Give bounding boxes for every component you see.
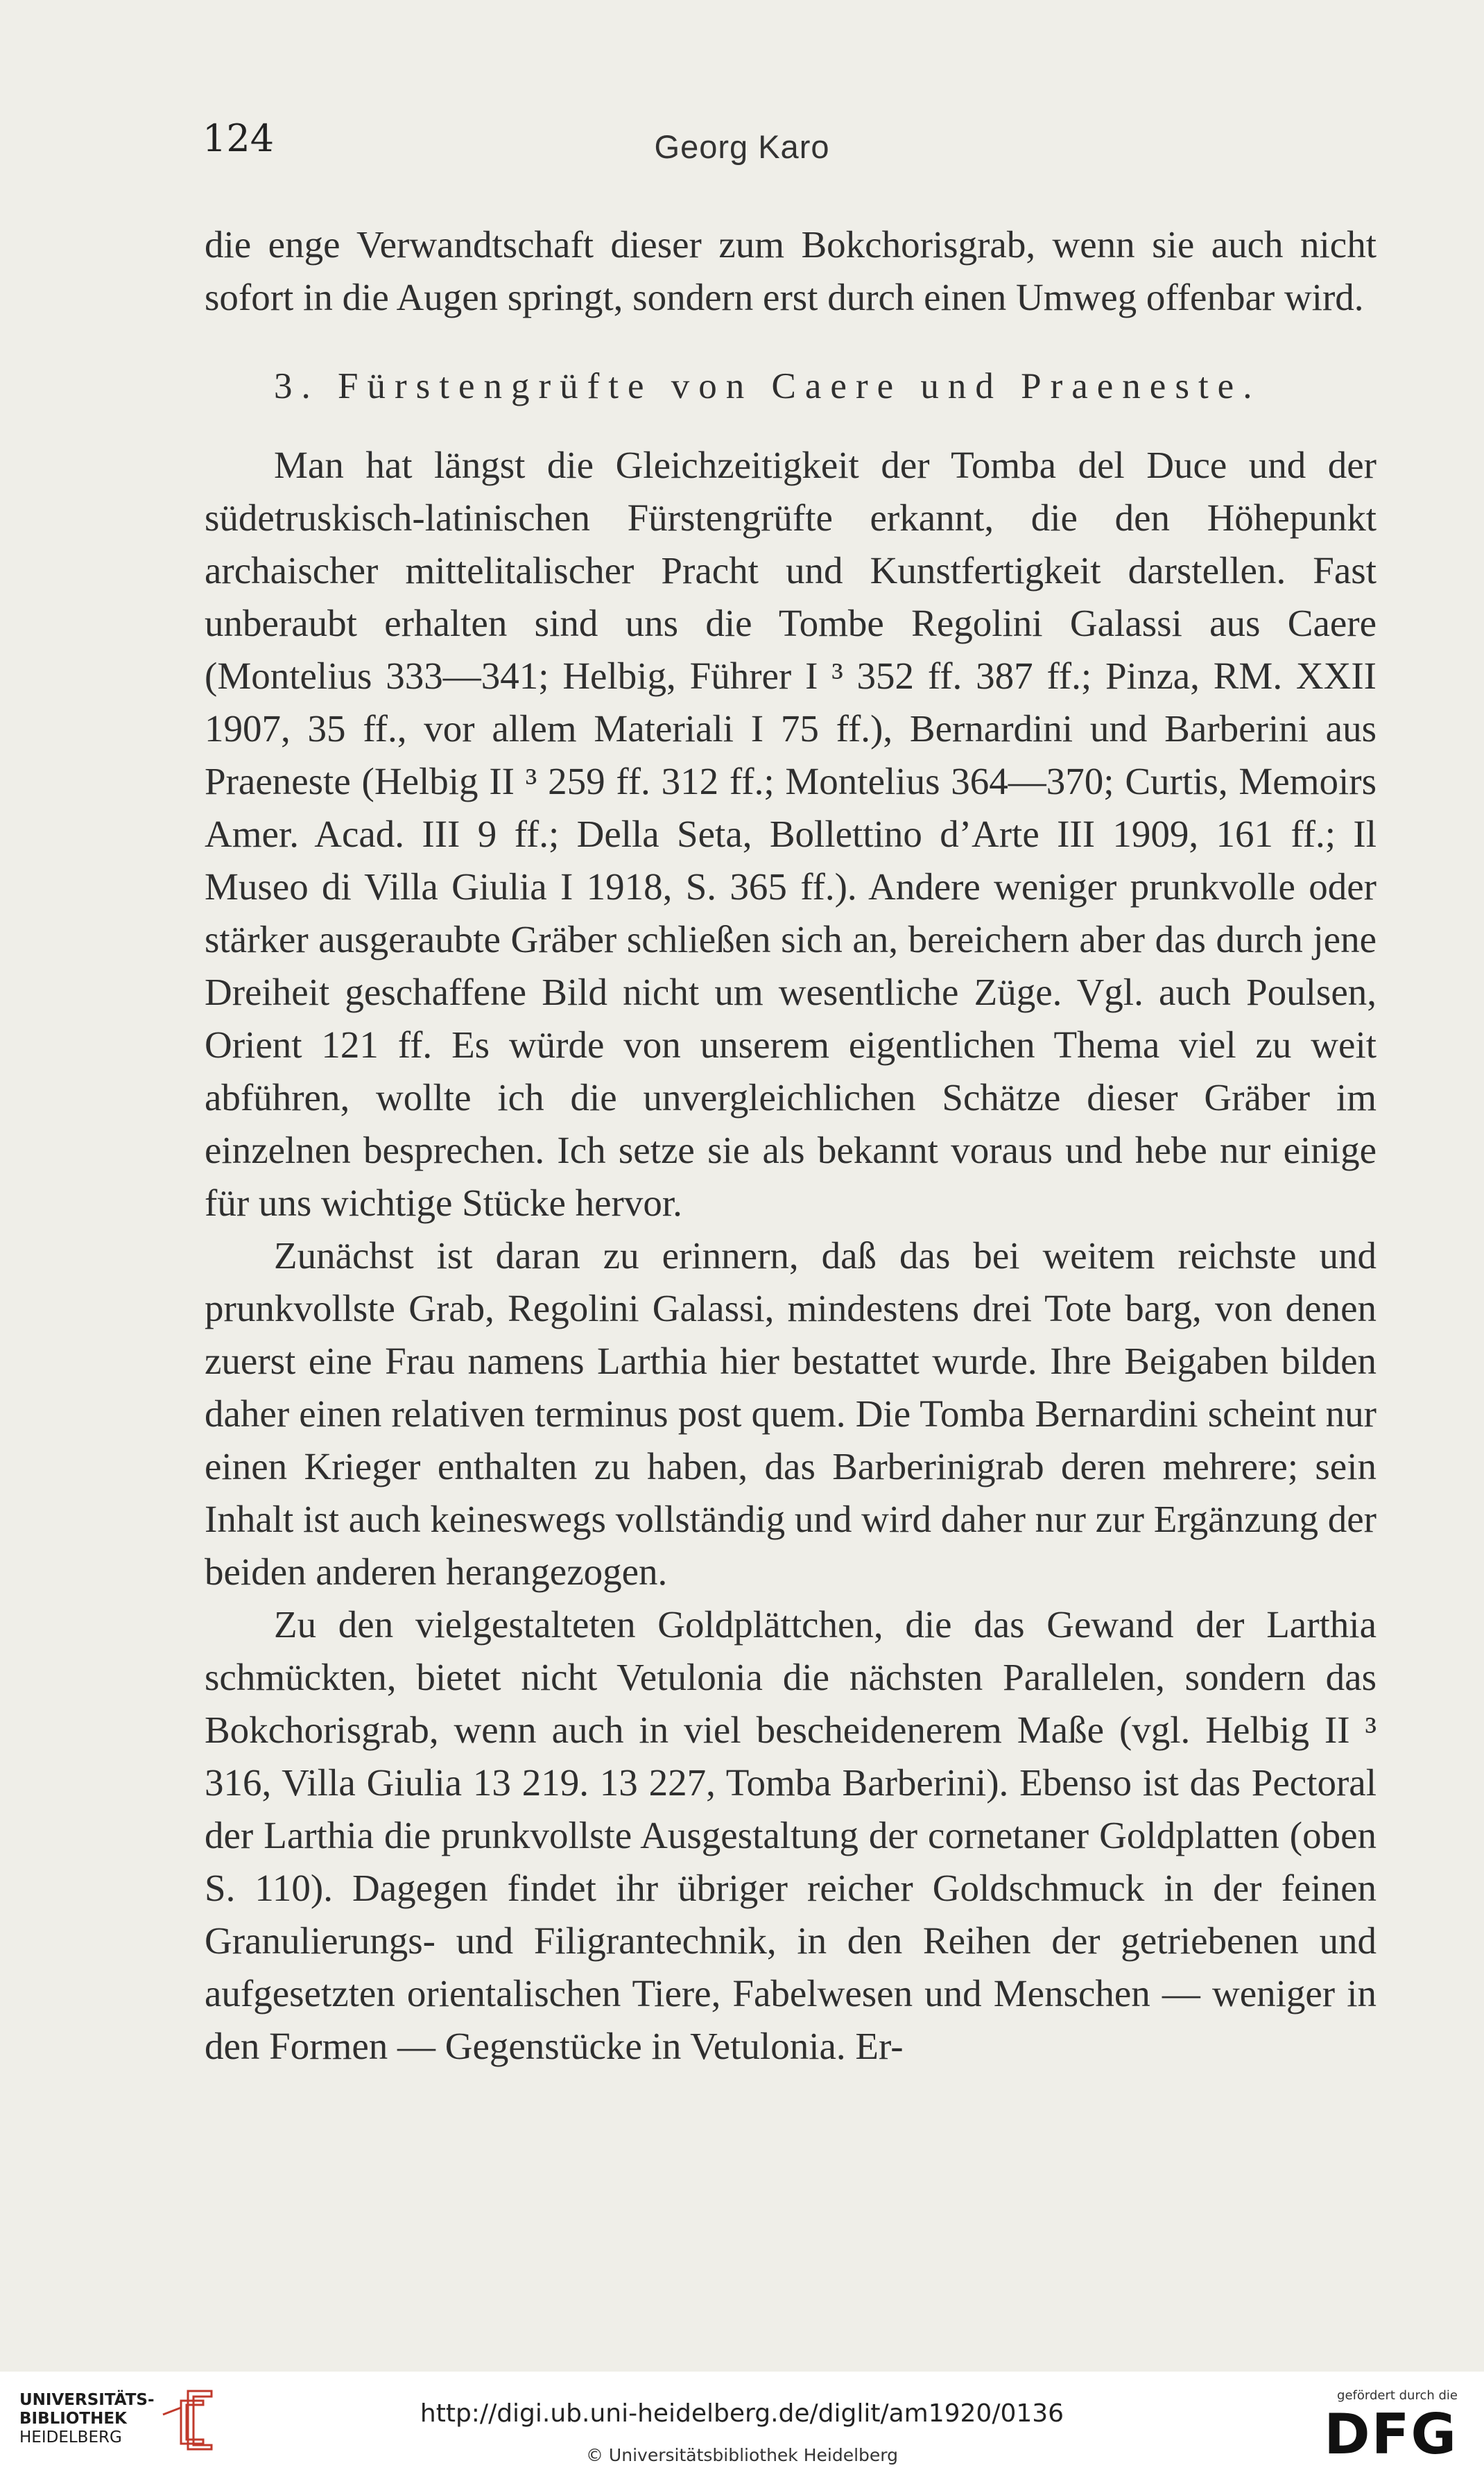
- copyright-notice: © Universitätsbibliothek Heidelberg: [585, 2445, 898, 2465]
- paragraph-2: Man hat längst die Gleichzeitigkeit der Tomba del Duce und der südetruskisch-latinischen Fürstengrüfte erkannt, die den Höhepunkt archaischer mittelitalischer Pracht und Kunstfertigkeit darstellen. Fast unberaubt erhalten sind uns die Tombe Regolini Galassi aus Caere (Montelius 333—341; Helbig, Führer I ³ 352 ff. 387 ff.; Pinza, RM. XXII 1907, 35 ff., vor allem Materiali I 75 ff.), Bernardini und Barberini aus Praeneste (Helbig II ³ 259 ff. 312 ff.; Montelius 364—370; Curtis, Memoirs Amer. Acad. III 9 ff.; Della Seta, Bollettino d’Arte III 1909, 161 ff.; Il Museo di Villa Giulia I 1918, S. 365 ff.). Andere weniger prunkvolle oder stärker ausgeraubte Gräber schließen sich an, bereichern aber das durch jene Dreiheit geschaffene Bild nicht um wesentliche Züge. Vgl. auch Poulsen, Orient 121 ff. Es würde von unserem eigentlichen Thema viel zu weit abführen, wollte ich die unvergleichlichen Schätze dieser Gräber im einzelnen besprechen. Ich setze sie als bekannt voraus und hebe nur einige für uns wichtige Stücke hervor.: [205, 444, 1377, 1224]
- running-head: Georg Karo: [654, 128, 830, 165]
- library-name-line3: HEIDELBERG: [19, 2428, 122, 2446]
- body-text: [205, 218, 1377, 2073]
- section-heading: 3. Fürstengrüfte von Caere und Praeneste.: [274, 366, 1261, 406]
- page-number: 124: [202, 116, 275, 160]
- paragraph-1: die enge Verwandtschaft dieser zum Bokchorisgrab, wenn sie auch nicht sofort in die Augen springt, sondern erst durch einen Umweg offenbar wird.: [205, 223, 1377, 318]
- paragraph-4: Zu den vielgestalteten Goldplättchen, die das Gewand der Larthia schmückten, bietet nicht Vetulonia die nächsten Parallelen, sondern das Bokchorisgrab, wenn auch in viel bescheidenerem Maße (vgl. Helbig II ³ 316, Villa Giulia 13 219. 13 227, Tomba Barberini). Ebenso ist das Pectoral der Larthia die prunkvollste Ausgestaltung der cornetaner Goldplatten (oben S. 110). Dagegen findet ihr übriger reicher Goldschmuck in der feinen Granulierungs- und Filigrantechnik, in den Reihen der getriebenen und aufgesetzten orientalischen Tiere, Fabelwesen und Menschen — weniger in den Formen — Gegenstücke in Vetulonia. Er-: [205, 1603, 1377, 2067]
- library-name-line1: UNIVERSITÄTS-: [19, 2390, 155, 2409]
- funded-by-label: gefördert durch die: [1337, 2388, 1458, 2403]
- dfg-logo[interactable]: [1324, 2388, 1458, 2467]
- paragraph-3: Zunächst ist daran zu erinnern, daß das bei weitem reichste und prunkvollste Grab, Regolini Galassi, mindestens drei Tote barg, von denen zuerst eine Frau namens Larthia hier bestattet wurde. Ihre Beigaben bilden daher einen relativen terminus post quem. Die Tomba Bernardini scheint nur einen Krieger enthalten zu haben, das Barberinigrab deren mehrere; sein Inhalt ist auch keineswegs vollständig und wird daher nur zur Ergänzung der beiden anderen herangezogen.: [205, 1234, 1377, 1593]
- footer-bar: [0, 2372, 1484, 2486]
- permalink-url[interactable]: http://digi.ub.uni-heidelberg.de/diglit/am1920/0136: [420, 2399, 1064, 2428]
- library-name-line2: BIBLIOTHEK: [19, 2409, 127, 2428]
- dfg-mark: DFG: [1324, 2402, 1458, 2467]
